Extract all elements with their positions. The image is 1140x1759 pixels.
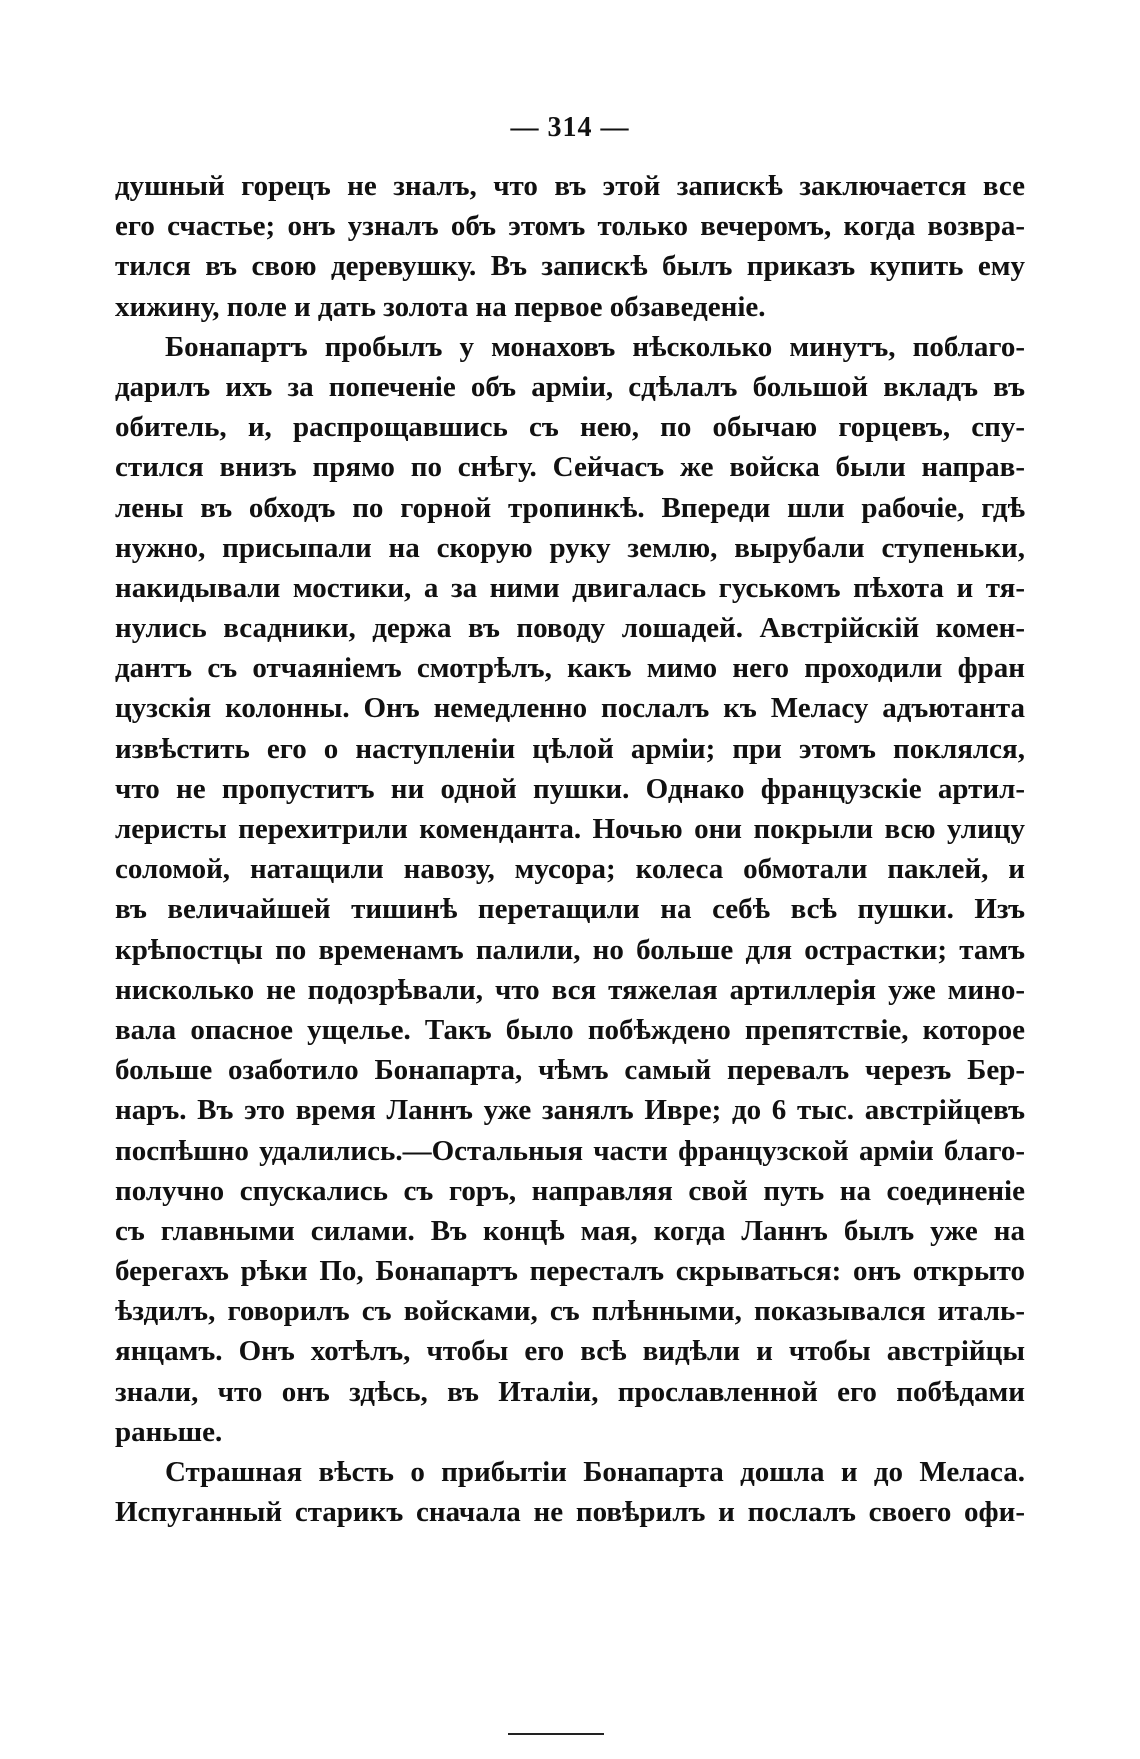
text-line: его счастье; онъ узналъ объ этомъ только вечеромъ, когда возвра- xyxy=(115,210,1025,243)
text-line: ѣздилъ, говорилъ съ войсками, съ плѣнными, показывался италь- xyxy=(115,1295,1025,1328)
text-line: вала опасное ущелье. Такъ было побѣждено препятствіе, которое xyxy=(115,1013,1025,1046)
text-line: нисколько не подозрѣвали, что вся тяжелая артиллерія уже мино- xyxy=(115,973,1025,1006)
text-line: дантъ съ отчаяніемъ смотрѣлъ, какъ мимо него проходили фран xyxy=(115,652,1025,685)
text-line: наръ. Въ это время Ланнъ уже занялъ Ивре; до 6 тыс. австрійцевъ xyxy=(115,1094,1025,1127)
text-line: нужно, присыпали на скорую руку землю, вырубали ступеньки, xyxy=(115,531,1025,564)
text-line: янцамъ. Онъ хотѣлъ, чтобы его всѣ видѣли и чтобы австрійцы xyxy=(115,1335,1025,1368)
text-line: тился въ свою деревушку. Въ запискѣ былъ приказъ купить ему xyxy=(115,250,1025,283)
text-line: что не пропуститъ ни одной пушки. Однако французскіе артил- xyxy=(115,772,1025,805)
text-line: лены въ обходъ по горной тропинкѣ. Впереди шли рабочіе, гдѣ xyxy=(115,491,1025,524)
text-line: Бонапартъ пробылъ у монаховъ нѣсколько минутъ, поблаго- xyxy=(165,330,1025,363)
page-number: — 314 — xyxy=(510,112,630,143)
text-line: съ главными силами. Въ концѣ мая, когда Ланнъ былъ уже на xyxy=(115,1214,1025,1247)
text-line: нулись всадники, держа въ поводу лошадей. Австрійскій комен- xyxy=(115,612,1025,645)
text-line: дарилъ ихъ за попеченіе объ арміи, сдѣлалъ большой вкладъ въ xyxy=(115,370,1025,403)
text-line: обитель, и, распрощавшись съ нею, по обычаю горцевъ, спу- xyxy=(115,411,1025,444)
text-line: больше озаботило Бонапарта, чѣмъ самый перевалъ черезъ Бер- xyxy=(115,1054,1025,1087)
body-text xyxy=(115,166,1025,1532)
text-line: извѣстить его о наступленіи цѣлой арміи; при этомъ поклялся, xyxy=(115,732,1025,765)
text-line: цузскія колонны. Онъ немедленно послалъ къ Меласу адъютанта xyxy=(115,692,1025,725)
text-line: знали, что онъ здѣсь, въ Италіи, прославленной его побѣдами xyxy=(115,1375,1025,1408)
text-line: получно спускались съ горъ, направляя свой путь на соединеніе xyxy=(115,1174,1025,1207)
text-line: въ величайшей тишинѣ перетащили на себѣ всѣ пушки. Изъ xyxy=(115,893,1025,926)
text-line: стился внизъ прямо по снѣгу. Сейчасъ же войска были направ- xyxy=(115,451,1025,484)
text-line: накидывали мостики, а за ними двигалась гуськомъ пѣхота и тя- xyxy=(115,571,1025,604)
text-line: душный горецъ не зналъ, что въ этой запискѣ заключается все xyxy=(115,170,1025,202)
text-line: Страшная вѣсть о прибытіи Бонапарта дошла и до Меласа. xyxy=(165,1456,1025,1488)
footer-rule xyxy=(508,1733,604,1735)
text-line: леристы перехитрили коменданта. Ночью они покрыли всю улицу xyxy=(115,813,1025,845)
text-line: крѣпостцы по временамъ палили, но больше для острастки; тамъ xyxy=(115,933,1025,966)
text-line: соломой, натащили навозу, мусора; колеса обмотали паклей, и xyxy=(115,853,1025,886)
text-line: Испуганный старикъ сначала не повѣрилъ и послалъ своего офи- xyxy=(115,1496,1025,1529)
text-line: раньше. xyxy=(115,1415,223,1448)
text-line: поспѣшно удалились.—Остальныя части французской арміи благо- xyxy=(115,1134,1025,1167)
text-line: хижину, поле и дать золота на первое обзаведеніе. xyxy=(115,290,766,323)
text-line: берегахъ рѣки По, Бонапартъ пересталъ скрываться: онъ открыто xyxy=(115,1255,1025,1288)
